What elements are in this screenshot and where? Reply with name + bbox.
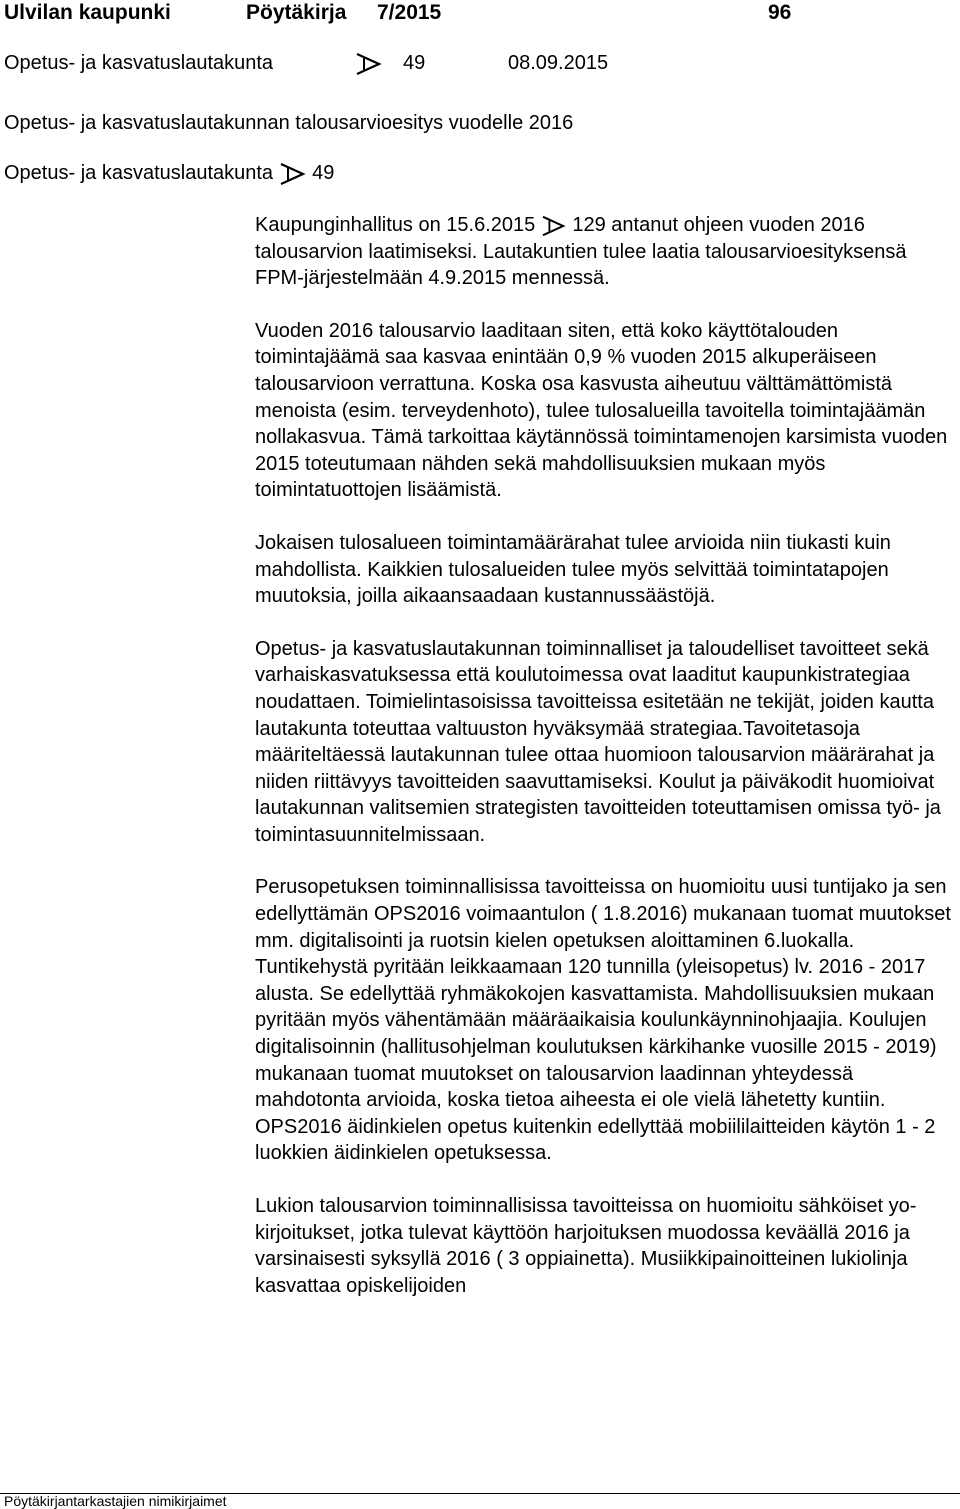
- intro-paragraph: [255, 212, 957, 292]
- document-number: 7/2015: [377, 1, 442, 24]
- paragraph-goals: Opetus- ja kasvatuslautakunnan toiminnalliset ja taloudelliset tavoitteet sekä varhaiskasvatuksessa että koulutoimessa ovat laaditut kaupunkistrategiaa noudattaen. Toimielintasoisissa tavoitteissa esitetään ne tekijät, joiden kautta lautakunta toteuttaa valtuuston hyväksymää strategiaa.Tavoitetasoja määriteltäessä lautakunnan tulee ottaa huomioon talousarvion määrärahat ja niiden riittävyys tavoitteiden saavuttamiseksi. Koulut ja päiväkodit huomioivat lautakunnan valitsemien strategisten tavoitteiden toteuttamisen omissa työ- ja toimintasuunnitelmissaan.: [255, 637, 941, 846]
- meeting-date: 08.09.2015: [508, 52, 609, 74]
- meeting-line: [4, 50, 273, 76]
- reference-text: antanut ohjeen vuoden 2016 talousarvion laatimiseksi. Lautakuntien tulee laatia talousarvioesityksensä FPM-järjestelmään 4.9.2015 mennessä.: [255, 214, 907, 290]
- document-type: Pöytäkirja: [246, 1, 347, 24]
- section-pointer-icon: [279, 162, 307, 184]
- paragraph-budget-rule: Vuoden 2016 talousarvio laaditaan siten, että koko käyttötalouden toimintajäämä saa kasvaa enintään 0,9 % vuoden 2015 alkuperäiseen talousarvioon verrattuna. Koska osa kasvusta aiheutuu välttämättömistä menoista (esim. terveydenhoto), tulee tulosalueilla tavoitella toimintajäämän nollakasvua. Tämä tarkoittaa käytännössä toimintamenojen karsimista vuoden 2015 toteutumaan nähden sekä mahdollisuuksien mukaan myös toimintatuottojen lisäämistä.: [255, 319, 948, 502]
- section-pointer-icon: [355, 50, 383, 76]
- section-number: 49: [403, 52, 426, 74]
- board-reference-section: 49: [312, 162, 335, 184]
- paragraph-upper-secondary: Lukion talousarvion toiminnallisissa tavoitteissa on huomioitu sähköiset yo-kirjoitukset, jotka tulevat käyttöön harjoituksen muodossa keväällä 2016 ja varsinaisesti syksyllä 2016 ( 3 oppiainetta). Musiikkipainoitteinen lukiolinja kasvattaa opiskelijoiden: [255, 1195, 917, 1297]
- item-title: Opetus- ja kasvatuslautakunnan talousarvioesitys vuodelle 2016: [4, 112, 574, 134]
- board-name: Opetus- ja kasvatuslautakunta: [4, 52, 274, 74]
- board-reference-name: Opetus- ja kasvatuslautakunta: [4, 162, 274, 184]
- section-pointer-icon: [541, 214, 567, 236]
- city-name: Ulvilan kaupunki: [4, 1, 171, 24]
- signature-label: Pöytäkirjantarkastajien nimikirjaimet: [4, 1493, 227, 1509]
- reference-prefix: Kaupunginhallitus on 15.6.2015: [255, 214, 536, 236]
- body-text: [255, 212, 957, 1299]
- page-number: 96: [768, 1, 792, 24]
- board-reference: [4, 160, 334, 186]
- paragraph-basic-education: Perusopetuksen toiminnallisissa tavoitteissa on huomioitu uusi tuntijako ja sen edellyttämän OPS2016 voimaantulon ( 1.8.2016) mukanaan tuomat muutokset mm. digitalisointi ja ruotsin kielen opetuksen aloittaminen 6.luokalla. Tuntikehystä pyritään leikkaamaan 120 tunnilla (yleisopetus) lv. 2016 - 2017 alusta. Se edellyttää ryhmäkokojen kasvattamista. Mahdollisuuksien mukaan pyritään myös vähentämään määräaikaisia koulunkäynninohjaajia. Koulujen digitalisoinnin (hallitusohjelman koulutuksen kärkihanke vuosille 2015 - 2019) mukanaan tuomat muutokset on talousarvion laadinnan yhteydessä mahdotonta arvioida, koska tietoa aiheesta ei ole vielä lähetetty kuntiin. OPS2016 äidinkielen opetus kuitenkin edellyttää mobiililaitteiden käytön 1 - 2 luokkien äidinkielen opetuksessa.: [255, 876, 951, 1165]
- reference-section: 129: [572, 214, 606, 236]
- paragraph-appropriations: Jokaisen tulosalueen toimintamäärärahat tulee arvioida niin tiukasti kuin mahdollista. Kaikkien tulosalueiden tulee myös selvittää toimintatapojen muutoksia, joilla aikaansaadaan kustannussäästöjä.: [255, 531, 891, 608]
